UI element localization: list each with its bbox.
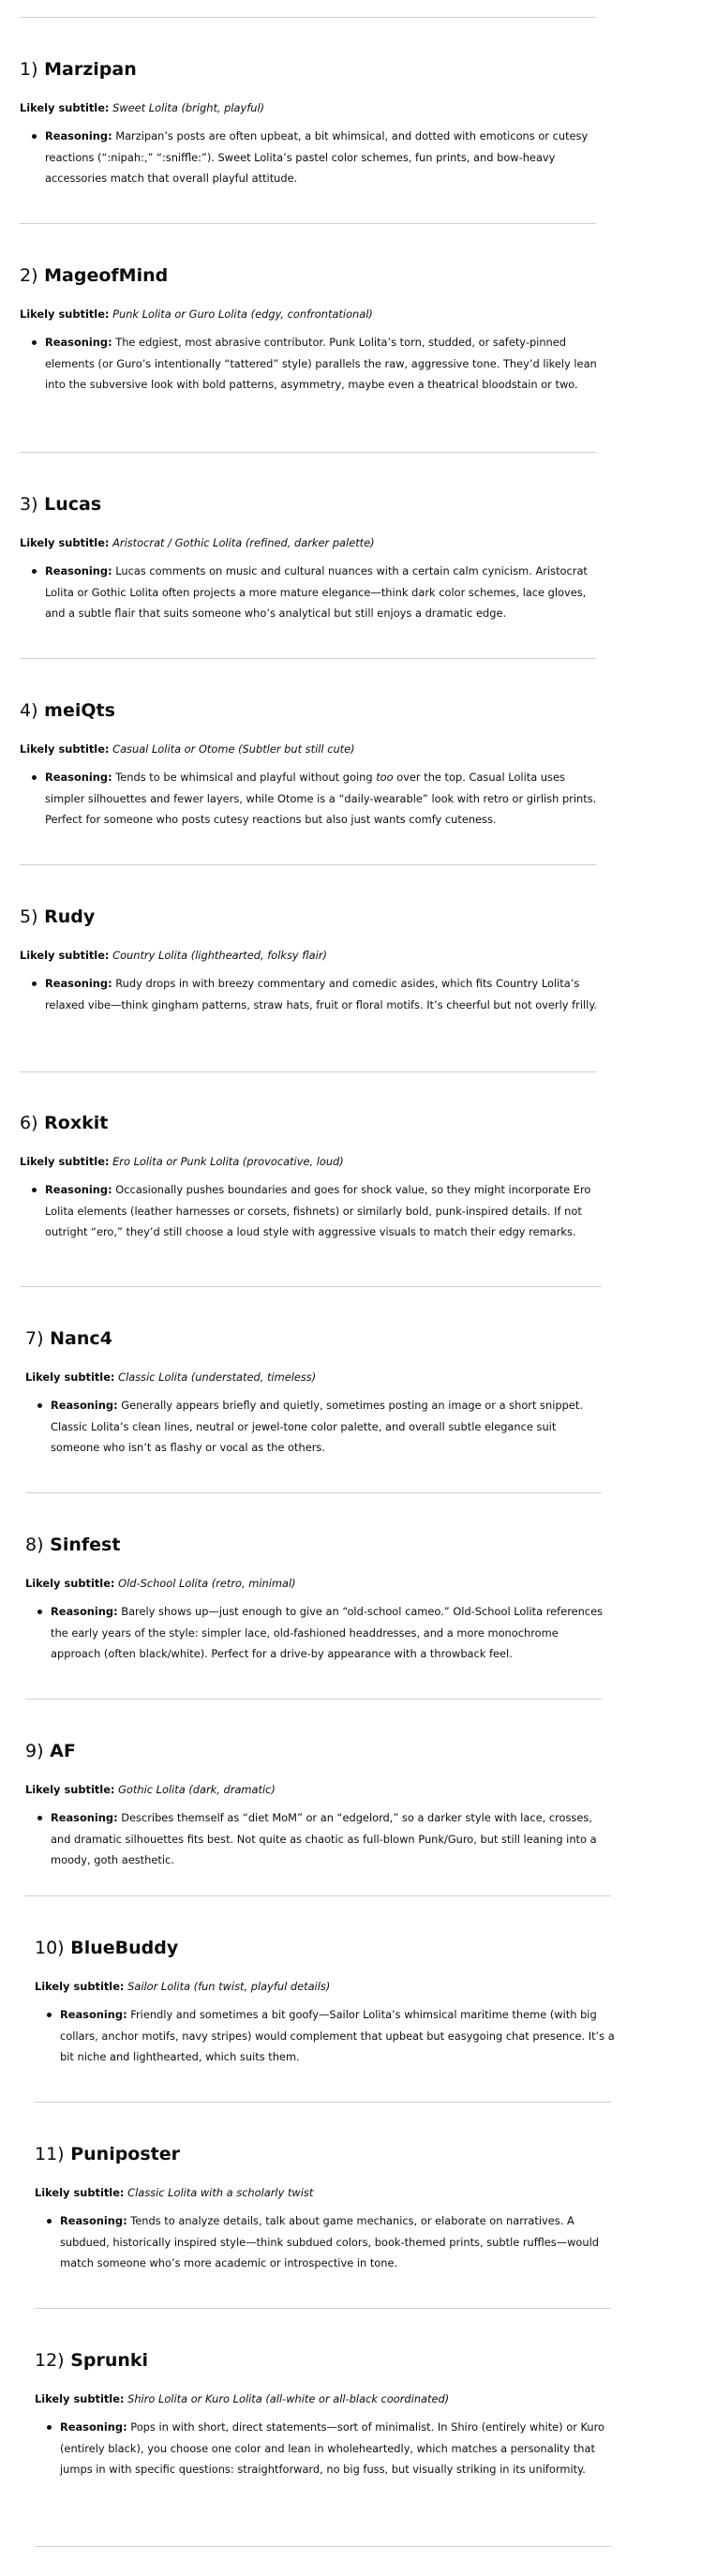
divider [20,452,596,453]
subtitle-label: Likely subtitle: [25,1783,115,1796]
entry-number: 5) [20,906,38,927]
reasoning-item [51,1601,610,1665]
subtitle-value: Classic Lolita (understated, timeless) [118,1370,317,1384]
entry-heading [20,263,601,288]
entry-sprunki [35,2348,616,2480]
reasoning-label: Reasoning: [60,2420,127,2434]
subtitle-label: Likely subtitle: [35,1980,125,1993]
entry-subtitle [35,2185,616,2200]
subtitle-value: Gothic Lolita (dark, dramatic) [118,1783,276,1796]
entry-number: 7) [25,1328,44,1349]
divider [20,658,596,659]
subtitle-value: Country Lolita (lighthearted, folksy flair) [112,949,327,962]
reasoning-text: Barely shows up—just enough to give an “old-school cameo.” Old-School Lolita references the early years of the style: simpler lace, old-fashioned headdresses, and a more monochrome approach (often black/white). Perfect for a drive-by appearance with a throwback feel. [51,1605,604,1660]
divider [25,1895,611,1896]
subtitle-value: Shiro Lolita or Kuro Lolita (all-white or all-black coordinated) [127,2392,450,2405]
subtitle-label: Likely subtitle: [20,1155,110,1168]
reasoning-text: Tends to analyze details, talk about game mechanics, or elaborate on narratives. A subdued, historically inspired style—think subdued colors, book-themed prints, subtle ruffles—would match someone who’s more academic or introspective in tone. [60,2214,600,2269]
reasoning-label: Reasoning: [51,1811,118,1824]
entry-lucas [20,492,601,624]
reasoning-text: Tends to be whimsical and playful without going [115,771,377,784]
subtitle-value: Sailor Lolita (fun twist, playful details) [127,1980,331,1993]
entry-subtitle [20,1154,601,1169]
subtitle-label: Likely subtitle: [20,536,110,549]
reasoning-text: Lucas comments on music and cultural nuances with a certain calm cynicism. Aristocrat Lolita or Gothic Lolita often projects a more mature elegance—think dark color schemes, lace gloves, and a subtle flair that suits someone who’s analytical but still enjoys a dramatic edge. [45,564,588,620]
divider [20,17,596,18]
reasoning-list [35,2210,616,2274]
entry-roxkit [20,1111,601,1243]
reasoning-list [20,561,601,624]
entry-subtitle [35,1979,616,1994]
entry-subtitle [20,741,601,756]
entry-subtitle [20,535,601,550]
entry-heading [20,57,601,82]
divider [35,2102,611,2103]
reasoning-text: over the top. Casual Lolita uses simpler silhouettes and fewer layers, while Otome is a “daily-wearable” look with retro or girlish prints. Perfect for someone who posts cutesy reactions but also just wants comfy cuteness. [45,771,597,826]
divider [20,223,596,224]
entry-heading [35,2348,616,2373]
subtitle-value: Classic Lolita with a scholarly twist [127,2186,314,2199]
reasoning-text: Marzipan’s posts are often upbeat, a bit whimsical, and dotted with emoticons or cutesy reactions (“:nipah:,” “:sniffle:”). Sweet Lolita’s pastel color schemes, fun prints, and bow-heavy accessories match that overall playful attitude. [45,129,589,185]
reasoning-text: The edgiest, most abrasive contributor. Punk Lolita’s torn, studded, or safety-pinned elements (or Guro’s intentionally “tattered” style) parallels the raw, aggressive tone. They’d likely lean into the subversive look with bold patterns, asymmetry, maybe even a theatrical bloodstain or two. [45,336,597,391]
reasoning-label: Reasoning: [60,2214,127,2227]
divider [35,2546,611,2547]
reasoning-item [51,1807,606,1871]
reasoning-list [35,2004,616,2068]
reasoning-label: Reasoning: [45,129,112,142]
entry-rudy [20,905,601,1015]
entry-subtitle [20,948,601,963]
divider [25,1492,602,1493]
entry-name: Roxkit [44,1113,109,1133]
reasoning-label: Reasoning: [51,1605,118,1618]
divider [25,1699,602,1700]
entry-subtitle [25,1370,606,1385]
divider [20,1071,596,1072]
subtitle-label: Likely subtitle: [35,2392,125,2405]
divider [20,864,596,865]
reasoning-emphasis: too [376,771,394,784]
reasoning-item [45,973,601,1015]
entry-subtitle [20,100,601,115]
entry-number: 9) [25,1741,44,1761]
entry-heading [20,492,601,517]
subtitle-label: Likely subtitle: [25,1577,115,1590]
entry-name: Marzipan [44,59,137,80]
entry-subtitle [35,2391,616,2406]
subtitle-label: Likely subtitle: [20,101,110,114]
entry-number: 12) [35,2350,65,2371]
entry-subtitle [25,1782,606,1797]
reasoning-label: Reasoning: [45,564,112,577]
reasoning-item [51,1395,606,1459]
subtitle-value: Old-School Lolita (retro, minimal) [118,1577,296,1590]
reasoning-list [20,767,601,831]
divider [35,2308,611,2309]
subtitle-value: Ero Lolita or Punk Lolita (provocative, loud) [112,1155,344,1168]
reasoning-text: Friendly and sometimes a bit goofy—Sailor Lolita’s whimsical maritime theme (with big collars, anchor motifs, navy stripes) would complement that upbeat but easygoing chat presence. It’s a bit niche and lighthearted, which suits them. [60,2008,615,2063]
reasoning-text: Generally appears briefly and quietly, sometimes posting an image or a short snippet. Classic Lolita’s clean lines, neutral or jewel-tone color palette, and overall subtle elegance suit someone who isn’t as flashy or vocal as the others. [51,1399,583,1454]
subtitle-value: Punk Lolita or Guro Lolita (edgy, confrontational) [112,307,373,321]
reasoning-item [45,561,601,624]
entry-sinfest [25,1533,610,1665]
entry-heading [20,1111,601,1135]
entry-number: 10) [35,1938,65,1958]
entry-name: Lucas [44,494,102,515]
entry-name: Nanc4 [50,1328,112,1349]
reasoning-item [60,2210,616,2274]
subtitle-label: Likely subtitle: [20,742,110,756]
entry-number: 11) [35,2144,65,2164]
entry-subtitle [20,307,601,322]
entry-name: Sprunki [70,2350,149,2371]
entry-heading [25,1533,610,1557]
entry-nanc4 [25,1326,606,1459]
entry-name: Rudy [44,906,96,927]
reasoning-text: Pops in with short, direct statements—sort of minimalist. In Shiro (entirely white) or Kuro (entirely black), you choose one color and lean in wholeheartedly, which matches a personality that jumps in with specific questions: straightforward, no big fuss, but visually striking in its uniformity. [60,2420,605,2476]
entry-af [25,1739,606,1871]
reasoning-label: Reasoning: [45,336,112,349]
entry-marzipan [20,57,601,189]
subtitle-label: Likely subtitle: [25,1370,115,1384]
reasoning-text: Describes themself as “diet MoM” or an “edgelord,” so a darker style with lace, crosses, and dramatic silhouettes fits best. Not quite as chaotic as full-blown Punk/Guro, but still leaning into a moody, goth aesthetic. [51,1811,597,1866]
entry-subtitle [25,1576,610,1591]
entry-number: 3) [20,494,38,515]
entry-heading [25,1326,606,1351]
reasoning-text: Rudy drops in with breezy commentary and comedic asides, which fits Country Lolita’s relaxed vibe—think gingham patterns, straw hats, fruit or floral motifs. It’s cheerful but not overly frilly. [45,977,598,1011]
entry-number: 2) [20,265,38,286]
entry-name: BlueBuddy [70,1938,179,1958]
entry-heading [25,1739,606,1763]
entry-number: 4) [20,700,38,721]
reasoning-label: Reasoning: [45,771,112,784]
reasoning-list [20,332,601,396]
entry-mageofmind [20,263,601,396]
reasoning-label: Reasoning: [45,1183,112,1196]
reasoning-list [25,1395,606,1459]
reasoning-label: Reasoning: [51,1399,118,1412]
subtitle-label: Likely subtitle: [35,2186,125,2199]
reasoning-item [45,332,601,396]
entry-heading [35,2142,616,2166]
subtitle-label: Likely subtitle: [20,949,110,962]
entry-number: 1) [20,59,38,80]
entry-heading [20,698,601,723]
reasoning-label: Reasoning: [45,977,112,990]
entry-puniposter [35,2142,616,2274]
subtitle-value: Aristocrat / Gothic Lolita (refined, darker palette) [112,536,375,549]
subtitle-value: Sweet Lolita (bright, playful) [112,101,265,114]
entry-heading [35,1936,616,1960]
entry-bluebuddy [35,1936,616,2068]
entry-meiqts [20,698,601,831]
entry-heading [20,905,601,929]
reasoning-text: Occasionally pushes boundaries and goes for shock value, so they might incorporate Ero Lolita elements (leather harnesses or corsets, fishnets) or similarly bold, punk-inspired details. If not outright “ero,” they’d still choose a loud style with aggressive visuals to match their edgy remarks. [45,1183,591,1238]
entry-name: MageofMind [44,265,169,286]
reasoning-item [45,126,601,189]
entry-name: meiQts [44,700,115,721]
divider [20,1286,602,1287]
subtitle-value: Casual Lolita or Otome (Subtler but still cute) [112,742,355,756]
entry-number: 6) [20,1113,38,1133]
reasoning-list [25,1601,610,1665]
reasoning-label: Reasoning: [60,2008,127,2021]
entry-name: AF [50,1741,76,1761]
reasoning-list [20,126,601,189]
reasoning-item [45,767,601,831]
entry-name: Puniposter [70,2144,181,2164]
reasoning-list [35,2417,616,2480]
reasoning-item [45,1179,601,1243]
reasoning-list [25,1807,606,1871]
entry-number: 8) [25,1535,44,1555]
entry-name: Sinfest [50,1535,121,1555]
reasoning-list [20,1179,601,1243]
reasoning-item [60,2004,616,2068]
subtitle-label: Likely subtitle: [20,307,110,321]
reasoning-list [20,973,601,1015]
reasoning-item [60,2417,616,2480]
